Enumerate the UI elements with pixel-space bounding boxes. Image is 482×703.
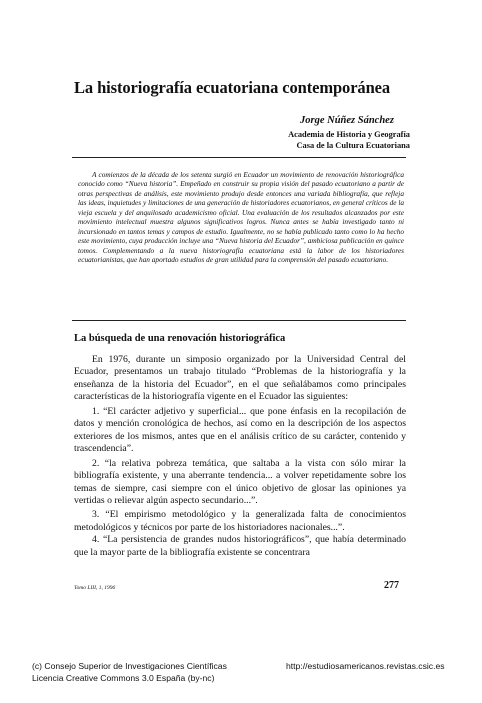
section-heading: La búsqueda de una renovación historiográfica (74, 333, 286, 344)
abstract: A comienzos de la década de los setenta surgió en Ecuador un movimiento de renovación historiográfica conocido como “Nueva historia”. Empeñado en construir su propia visión del pasado ecuatoriano a partir de otras perspectivas de análisis, este movimiento produjo desde entonces una variada bibliografía, que refleja las ideas, inquietudes y limitaciones de una generación de historiadores ecuatorianos, en general críticos de la vieja escuela y del anquilosado academicismo oficial. Una evaluación de los resultados alcanzados por este movimiento intelectual muestra algunos significativos logros. Nunca antes se había investigado tanto ni incursionado en tantos temas y campos de estudio. Igualmente, no se había publicado tanto como lo ha hecho este movimiento, cuya producción incluye una “Nueva historia del Ecuador”, ambiciosa publicación en quince tomos. Complementando a la nueva historiografía ecuatoriana está la labor de los historiadores ecuatorianistas, que han aportado estudios de gran utilidad para la comprensión del pasado ecuatoriano. (78, 170, 404, 265)
body-paragraph: 1. “El carácter adjetivo y superficial... que pone énfasis en la recopilación de datos y mención cronológica de hechos, así como en la descripción de los aspectos exteriores de los mismos, antes que en el análisis crítico de su carácter, contenido y trascendencia”. (74, 405, 406, 455)
body-paragraph: 4. “La persistencia de grandes nudos historiográficos”, que había determinado que la mayor parte de la bibliografía existente se concentrara (74, 534, 406, 558)
abstract-bottom-rule (72, 320, 406, 321)
body-paragraph: 3. “El empirismo metodológico y la generalizada falta de conocimientos metodológicos y técnicos por parte de los historiadores nacionales...”. (74, 509, 406, 533)
author-name: Jorge Núñez Sánchez (300, 115, 394, 126)
copyright-holder: (c) Consejo Superior de Investigaciones Científicas (32, 661, 227, 671)
body-paragraph: 2. “la relativa pobreza temática, que saltaba a la vista con sólo mirar la bibliografía existente, y una aberrante tendencia... a volver repetidamente sobre los temas de siempre, casi siempre con el único objetivo de glosar las opiniones ya vertidas o relievar algún aspecto secundario...”. (74, 457, 406, 506)
body-paragraph: En 1976, durante un simposio organizado por la Universidad Central del Ecuador, presentamos un trabajo titulado “Problemas de la historiografía y la enseñanza de la historia del Ecuador”, en el que señalábamos como principales características de la historiografía vigente en el Ecuador las siguientes: (74, 354, 406, 403)
article-body (74, 354, 406, 559)
abstract-top-rule (72, 157, 406, 158)
author-affiliation-line-1: Academia de Historia y Geografía (288, 130, 410, 139)
journal-volume: Tomo LIII, 1, 1996 (74, 585, 116, 591)
page-number: 277 (384, 580, 399, 591)
article-title: La historiografía ecuatoriana contemporánea (74, 78, 391, 97)
license-notice: Licencia Creative Commons 3.0 España (by-nc) (32, 673, 215, 683)
author-affiliation-line-2: Casa de la Cultura Ecuatoriana (296, 141, 410, 150)
journal-url[interactable]: http://estudiosamericanos.revistas.csic.es (286, 661, 445, 671)
